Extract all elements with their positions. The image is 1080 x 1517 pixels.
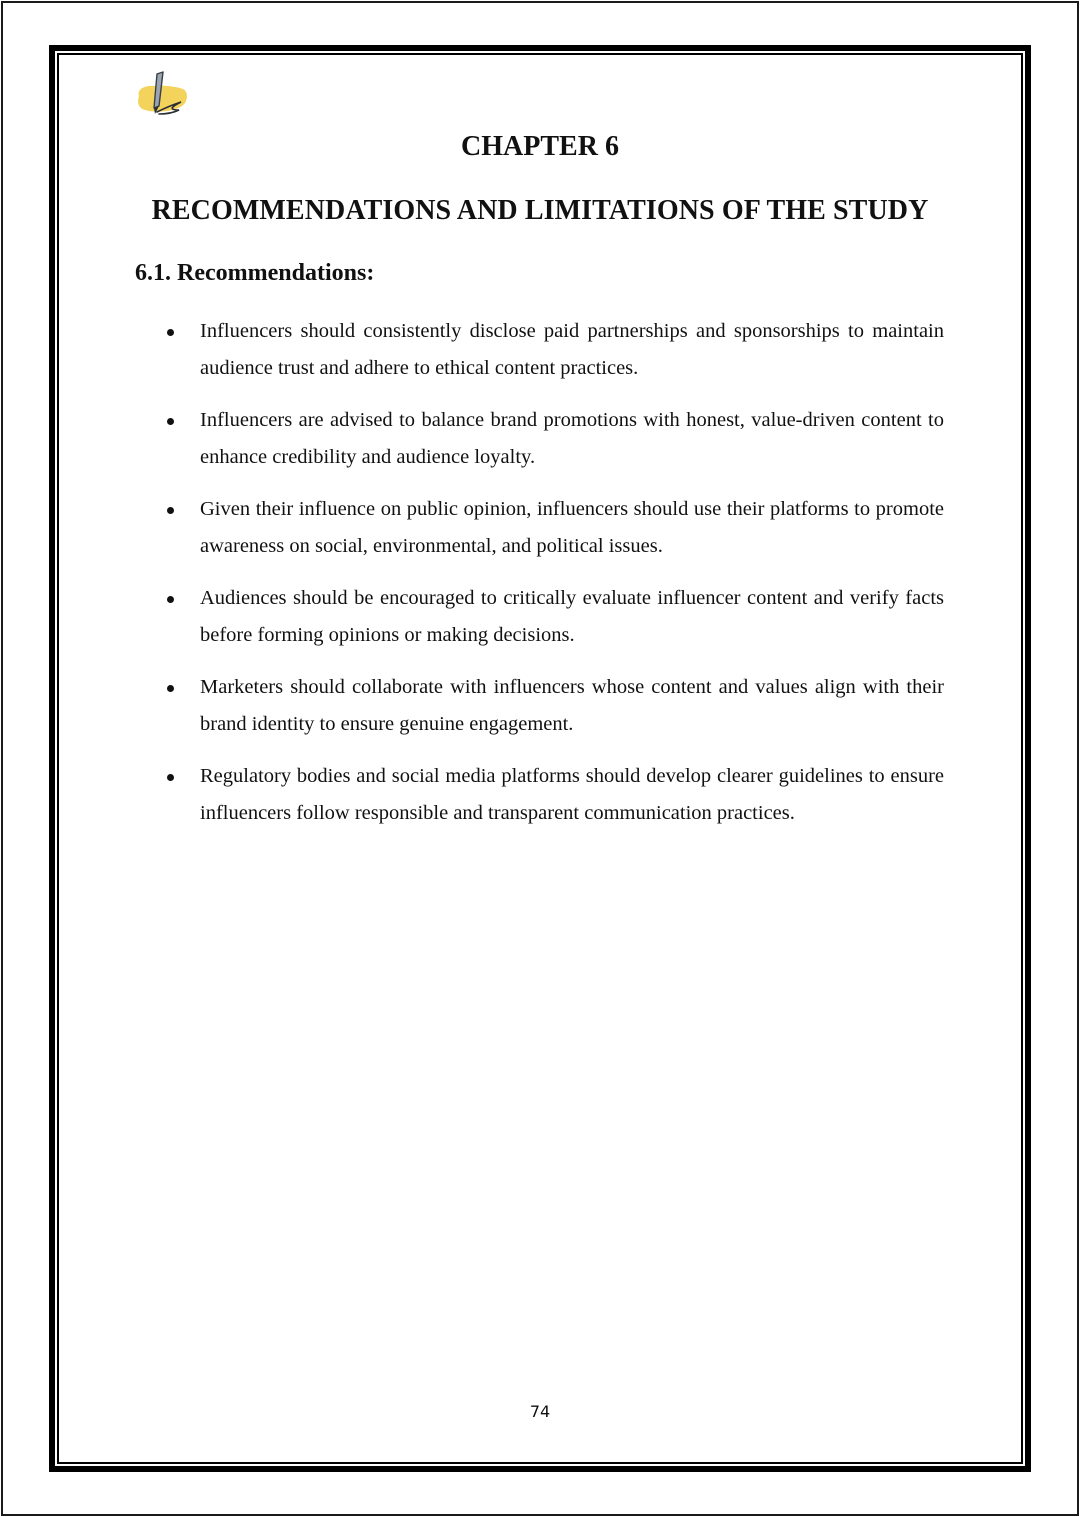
list-item [0,402,1080,491]
bullet-icon [167,329,174,336]
list-item [0,758,1080,847]
page-number: 74 [529,1402,551,1421]
recommendation-text: Given their influence on public opinion, influencers should use their platforms to promote awareness on social, environmental, and political issues. [200,498,944,557]
list-item [0,580,1080,669]
bullet-icon [167,596,174,603]
bullet-icon [167,418,174,425]
list-item [0,491,1080,580]
recommendation-text: Influencers should consistently disclose paid partnerships and sponsorships to maintain audience trust and adhere to ethical content practices. [200,320,944,379]
section-heading: 6.1. Recommendations: [135,260,375,286]
bullet-icon [167,507,174,514]
chapter-label: CHAPTER 6 [461,131,619,162]
recommendation-text: Audiences should be encouraged to critically evaluate influencer content and verify facts before forming opinions or making decisions. [200,587,944,646]
bullet-icon [167,685,174,692]
bullet-icon [167,774,174,781]
pen-writing-icon [135,68,191,120]
recommendation-text: Regulatory bodies and social media platforms should develop clearer guidelines to ensure influencers follow responsible and transparent communication practices. [200,765,944,824]
recommendation-text: Marketers should collaborate with influencers whose content and values align with their brand identity to ensure genuine engagement. [200,676,944,735]
chapter-title: RECOMMENDATIONS AND LIMITATIONS OF THE STUDY [151,195,929,226]
list-item [0,669,1080,758]
recommendations-list [0,313,1080,847]
list-item [0,313,1080,402]
recommendation-text: Influencers are advised to balance brand promotions with honest, value-driven content to enhance credibility and audience loyalty. [200,409,944,468]
